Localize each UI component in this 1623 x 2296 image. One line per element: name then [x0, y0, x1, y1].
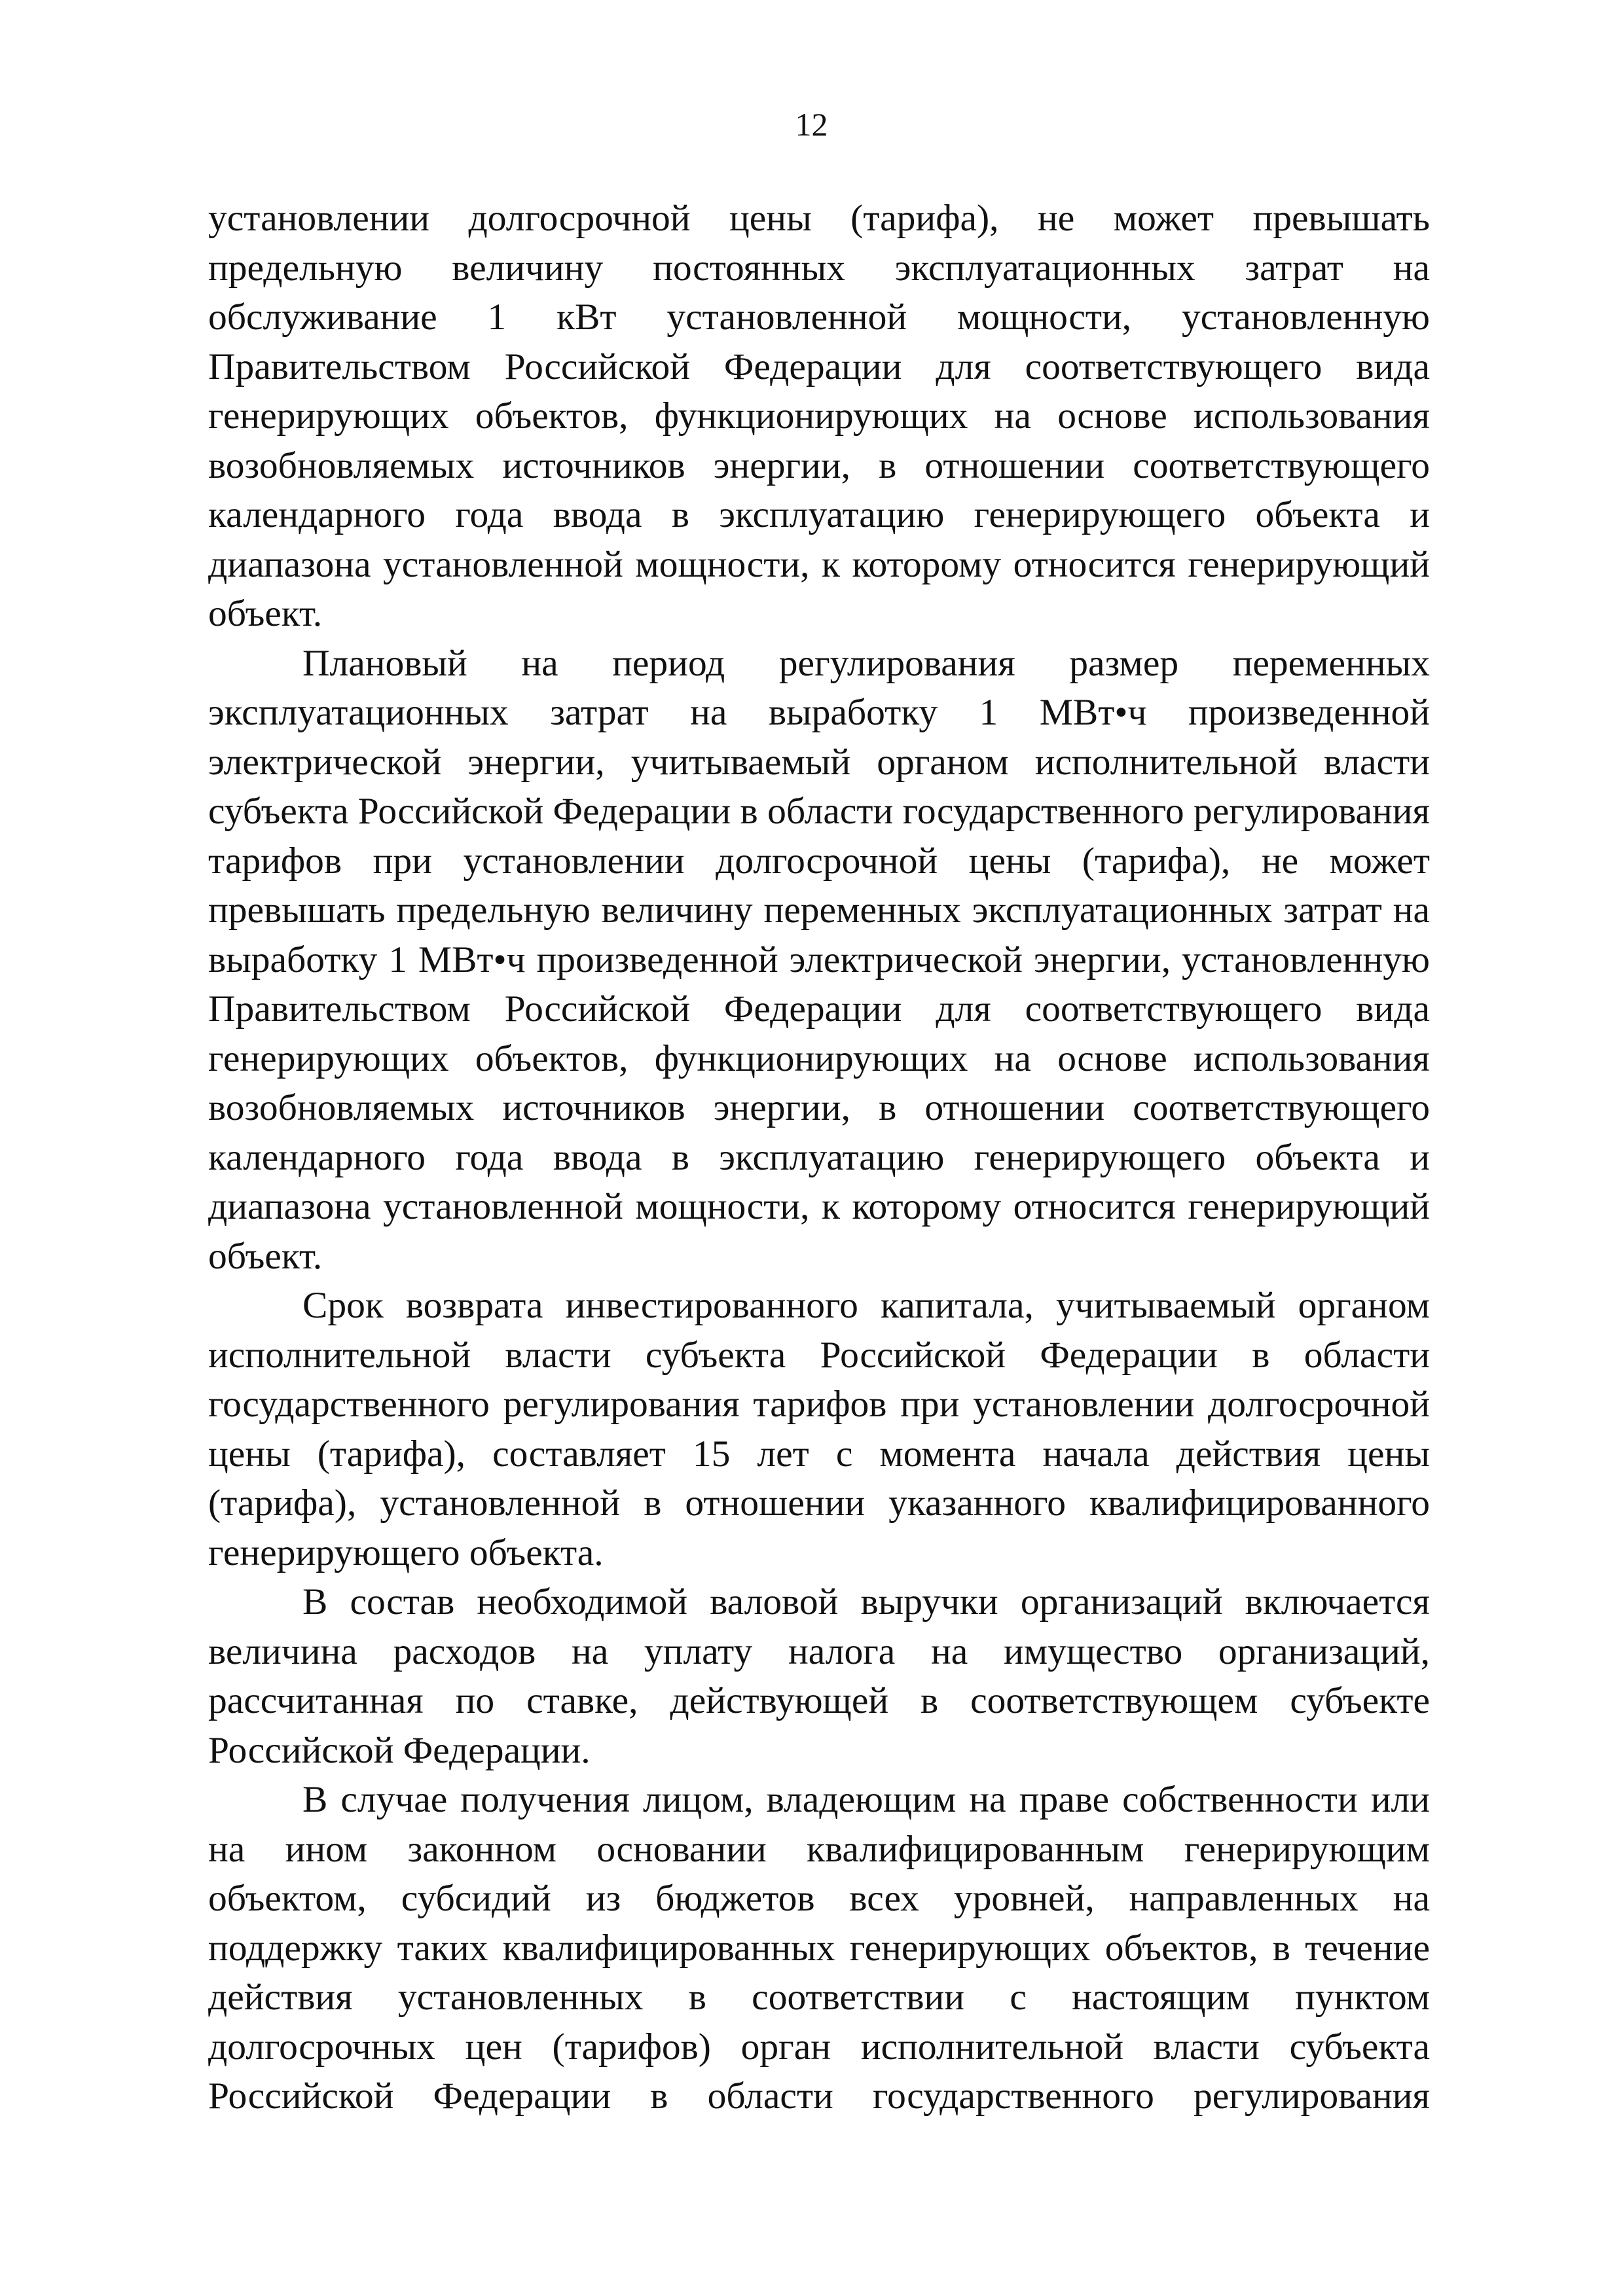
page-number: 12	[795, 106, 828, 143]
paragraph-capital-return: Срок возврата инвестированного капитала, учитываемый органом исполнительной власти субъекта Российской Федерации в области государственного регулирования тарифов при установлении долгосрочной цены (тарифа), составляет 15 лет с момента начала действия цены (тарифа), установленной в отношении указанного квалифицированного генерирующего объекта.	[208, 1285, 1430, 1573]
paragraph-subsidies: В случае получения лицом, владеющим на праве собственности или на ином законном основании квалифицированным генерирующим объектом, субсидий из бюджетов всех уровней, направленных на поддержку таких квалифицированных генерирующих объектов, в течение действия установленных в соответствии с настоящим пунктом долгосрочных цен (тарифов) орган исполнительной власти субъекта Российской Федерации в области государственного регулирования	[208, 1779, 1430, 2117]
paragraph-continuation: установлении долгосрочной цены (тарифа), не может превышать предельную величину постоянных эксплуатационных затрат на обслуживание 1 кВт установленной мощности, установленную Правительством Российской Федерации для соответствующего вида генерирующих объектов, функционирующих на основе использования возобновляемых источников энергии, в отношении соответствующего календарного года ввода в эксплуатацию генерирующего объекта и диапазона установленной мощности, к которому относится генерирующий объект.	[208, 198, 1430, 634]
body-text	[208, 194, 1430, 2121]
paragraph-property-tax: В состав необходимой валовой выручки организаций включается величина расходов на уплату налога на имущество организаций, рассчитанная по ставке, действующей в соответствующем субъекте Российской Федерации.	[208, 1581, 1430, 1771]
paragraph-variable-costs: Плановый на период регулирования размер переменных эксплуатационных затрат на выработку 1 МВт•ч произведенной электрической энергии, учитываемый органом исполнительной власти субъекта Российской Федерации в области государственного регулирования тарифов при установлении долгосрочной цены (тарифа), не может превышать предельную величину переменных эксплуатационных затрат на выработку 1 МВт•ч произведенной электрической энергии, установленную Правительством Российской Федерации для соответствующего вида генерирующих объектов, функционирующих на основе использования возобновляемых источников энергии, в отношении соответствующего календарного года ввода в эксплуатацию генерирующего объекта и диапазона установленной мощности, к которому относится генерирующий объект.	[208, 642, 1430, 1277]
